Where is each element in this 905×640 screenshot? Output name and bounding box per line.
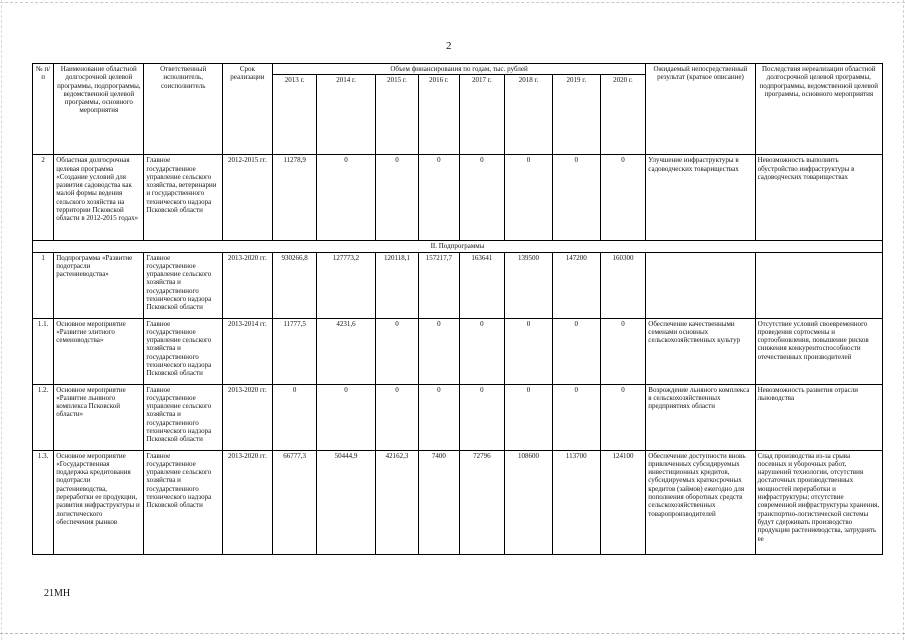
row-result: Возрождение льняного комплекса в сельскохозяйственных предприятиях области [646, 384, 755, 450]
table-row [33, 252, 883, 318]
row-value: 50444,9 [317, 450, 375, 554]
row-executor: Главное государственное управление сельского хозяйства и государственного технического надзора Псковской области [144, 384, 223, 450]
scan-edge-bottom [0, 633, 905, 634]
row-result: Улучшение инфраструктуры в садоводческих товариществах [646, 155, 755, 241]
row-value: 0 [419, 384, 459, 450]
header-term: Срок реализации [222, 64, 272, 155]
header-year: 2016 г. [419, 75, 459, 155]
row-value: 0 [419, 318, 459, 384]
row-consequence: Отсутствие условий своевременного проведения сортосмены и сортообновления, повышение рисков снижения конкурентоспособности отечественных производителей [755, 318, 882, 384]
section-title: II. Подпрограммы [33, 241, 883, 252]
table-row [33, 384, 883, 450]
row-value: 0 [552, 384, 600, 450]
row-value: 0 [600, 155, 646, 241]
row-value: 0 [375, 155, 419, 241]
row-value: 0 [375, 384, 419, 450]
row-num: 1.2. [33, 384, 54, 450]
section-row [33, 241, 883, 252]
row-value: 0 [505, 155, 553, 241]
table-row [33, 318, 883, 384]
row-num: 1 [33, 252, 54, 318]
row-value: 930266,8 [272, 252, 317, 318]
row-value: 0 [600, 384, 646, 450]
row-num: 1.3. [33, 450, 54, 554]
header-year: 2015 г. [375, 75, 419, 155]
row-term: 2013-2020 гг. [222, 252, 272, 318]
header-year: 2013 г. [272, 75, 317, 155]
row-value: 0 [317, 384, 375, 450]
row-executor: Главное государственное управление сельского хозяйства и государственного технического надзора Псковской области [144, 450, 223, 554]
header-year: 2014 г. [317, 75, 375, 155]
header-year: 2018 г. [505, 75, 553, 155]
row-value: 4231,6 [317, 318, 375, 384]
header-name: Наименование областной долгосрочной целевой программы, подпрограммы, ведомственной целевой программы, основного мероприятия [54, 64, 144, 155]
row-result [646, 252, 755, 318]
row-value: 108600 [505, 450, 553, 554]
row-value: 0 [459, 318, 505, 384]
row-value: 72796 [459, 450, 505, 554]
row-name: Подпрограмма «Развитие подотрасли растениеводства» [54, 252, 144, 318]
row-value: 0 [419, 155, 459, 241]
row-value: 163641 [459, 252, 505, 318]
row-consequence [755, 252, 882, 318]
row-term: 2012-2015 гг. [222, 155, 272, 241]
scan-edge-left [1, 0, 2, 640]
row-num: 2 [33, 155, 54, 241]
row-value: 0 [505, 318, 553, 384]
row-value: 120118,1 [375, 252, 419, 318]
row-term: 2013-2014 гг. [222, 318, 272, 384]
row-value: 0 [552, 155, 600, 241]
header-year: 2017 г. [459, 75, 505, 155]
row-value: 11278,9 [272, 155, 317, 241]
row-executor: Главное государственное управление сельского хозяйства и государственного технического надзора Псковской области [144, 252, 223, 318]
row-value: 66777,3 [272, 450, 317, 554]
row-value: 0 [272, 384, 317, 450]
footer-code: 21МН [44, 588, 71, 599]
row-num: 1.1. [33, 318, 54, 384]
row-value: 0 [505, 384, 553, 450]
row-name: Основное мероприятие «Развитие элитного семеноводства» [54, 318, 144, 384]
row-value: 7400 [419, 450, 459, 554]
header-num: № п/п [33, 64, 54, 155]
row-value: 11777,5 [272, 318, 317, 384]
row-consequence: Невозможность выполнить обустройство инфраструктуры в садоводческих товариществах [755, 155, 882, 241]
header-consequence: Последствия нереализации областной долгосрочной целевой программы, подпрограммы, ведомственной целевой программы, основного мероприятия [755, 64, 882, 155]
header-result: Ожидаемый непосредственный результат (краткое описание) [646, 64, 755, 155]
row-term: 2013-2020 гг. [222, 450, 272, 554]
row-consequence: Спад производства из-за срыва посевных и уборочных работ, нарушений технологии, отсутствия достаточных производственных мощностей переработки и инфраструктуры; отсутствие современной инфраструктуры хранения, транспортно-логистической системы будут сдерживать производство продукции растениеводства, затруднять ее [755, 450, 882, 554]
row-value: 0 [459, 155, 505, 241]
row-value: 160300 [600, 252, 646, 318]
row-value: 0 [600, 318, 646, 384]
scan-edge-right [903, 0, 904, 640]
row-value: 0 [552, 318, 600, 384]
row-result: Обеспечение качественными семенами основных сельскохозяйственных культур [646, 318, 755, 384]
row-consequence: Невозможность развития отрасли льноводства [755, 384, 882, 450]
header-year: 2020 г. [600, 75, 646, 155]
header-row [33, 64, 883, 75]
table-row [33, 155, 883, 241]
program-table [32, 63, 883, 555]
header-year: 2019 г. [552, 75, 600, 155]
row-value: 127773,2 [317, 252, 375, 318]
row-value: 147200 [552, 252, 600, 318]
table-row [33, 450, 883, 554]
scan-edge-top [0, 2, 905, 3]
row-name: Основное мероприятие «Государственная поддержка кредитования подотрасли растениеводства, переработки ее продукции, развития инфраструктуры и логистического обеспечения рынков [54, 450, 144, 554]
row-value: 42162,3 [375, 450, 419, 554]
row-value: 0 [459, 384, 505, 450]
row-value: 0 [375, 318, 419, 384]
row-executor: Главное государственное управление сельского хозяйства и государственного технического надзора Псковской области [144, 318, 223, 384]
header-financing: Объем финансирования по годам, тыс. рублей [272, 64, 645, 75]
row-value: 0 [317, 155, 375, 241]
row-value: 113700 [552, 450, 600, 554]
row-executor: Главное государственное управление сельского хозяйства, ветеринарии и государственного технического надзора Псковской области [144, 155, 223, 241]
row-value: 139500 [505, 252, 553, 318]
row-name: Областная долгосрочная целевая программа «Создание условий для развития садоводства как малой формы ведения сельского хозяйства на территории Псковской области в 2012-2015 годах» [54, 155, 144, 241]
page-number: 2 [446, 40, 452, 52]
row-value: 124100 [600, 450, 646, 554]
row-name: Основное мероприятие «Развитие льняного комплекса Псковской области» [54, 384, 144, 450]
header-executor: Ответственный исполнитель, соисполнитель [144, 64, 223, 155]
row-term: 2013-2020 гг. [222, 384, 272, 450]
row-result: Обеспечение доступности вновь привлеченных субсидируемых инвестиционных кредитов, субсидируемых краткосрочных кредитов (займов) ежегодно для пополнения оборотных средств сельскохозяйственных товаропроизводителей [646, 450, 755, 554]
row-value: 157217,7 [419, 252, 459, 318]
